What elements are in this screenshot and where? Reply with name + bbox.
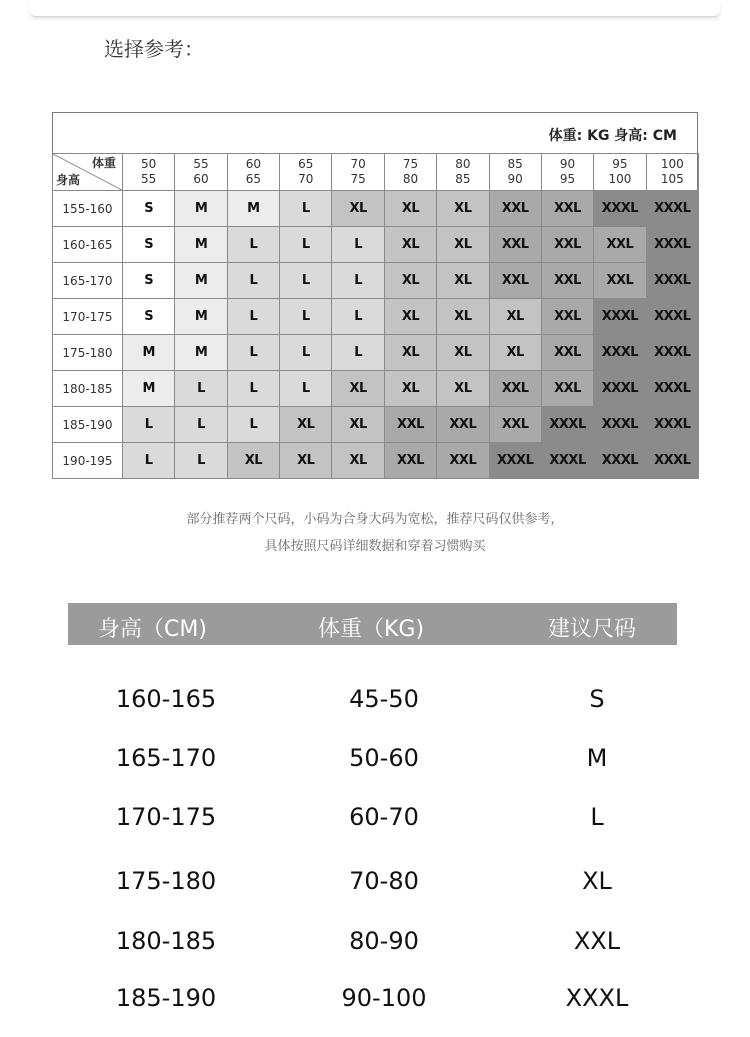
weight-range-header <box>646 154 698 191</box>
size-cell: XXL <box>541 263 593 299</box>
size-cell: L <box>227 371 279 407</box>
weight-header-row <box>53 154 699 191</box>
size-cell: M <box>227 191 279 227</box>
weight-range-min: 90 <box>559 157 576 171</box>
size-cell: L <box>332 263 384 299</box>
size-cell: L <box>280 227 332 263</box>
size-cell: XXXL <box>646 263 698 299</box>
size-cell: L <box>332 335 384 371</box>
weight-range-max: 70 <box>298 172 314 186</box>
weight-range-min: 60 <box>245 157 262 171</box>
weight-range-header <box>280 154 332 191</box>
weight-range-max: 100 <box>608 172 632 186</box>
weight-range-max: 65 <box>245 172 262 186</box>
rec-weight-value: 60-70 <box>349 803 419 831</box>
size-cell: XXL <box>489 227 541 263</box>
size-cell: XXL <box>437 407 489 443</box>
size-cell: XL <box>437 299 489 335</box>
size-cell: XXXL <box>646 191 698 227</box>
size-cell: XXL <box>489 263 541 299</box>
size-cell: M <box>175 263 227 299</box>
size-grid-row <box>53 227 699 263</box>
corner-weight-label: 体重 <box>91 156 116 170</box>
size-cell: S <box>123 227 175 263</box>
rec-weight-value: 45-50 <box>349 685 419 713</box>
size-cell: XL <box>384 227 436 263</box>
rec-size-value: XXL <box>573 927 621 955</box>
weight-range-max: 55 <box>141 172 157 186</box>
weight-range-max: 60 <box>193 172 209 186</box>
size-cell: XXXL <box>646 443 698 479</box>
unit-note: 体重: KG 身高: CM <box>548 128 677 144</box>
size-cell: XXL <box>437 443 489 479</box>
size-cell: XL <box>437 263 489 299</box>
size-cell: M <box>123 335 175 371</box>
size-cell: XL <box>384 371 436 407</box>
size-cell: L <box>280 299 332 335</box>
size-grid-row <box>53 191 699 227</box>
size-cell: L <box>332 227 384 263</box>
height-range-label: 180-185 <box>53 371 123 407</box>
rec-size-value: L <box>590 803 604 831</box>
size-cell: M <box>175 335 227 371</box>
size-cell: XL <box>437 371 489 407</box>
size-cell: XXXL <box>594 335 646 371</box>
height-range-label: 155-160 <box>53 191 123 227</box>
rec-weight-value: 80-90 <box>349 927 419 955</box>
header-weight: 体重（KG) <box>318 617 425 642</box>
rec-size-value: S <box>589 685 605 713</box>
size-cell: L <box>175 407 227 443</box>
size-cell: L <box>123 407 175 443</box>
size-cell: XXXL <box>646 299 698 335</box>
size-cell: XL <box>280 407 332 443</box>
rec-size-value: XL <box>582 867 612 895</box>
weight-range-min: 100 <box>660 157 684 171</box>
size-cell: S <box>123 299 175 335</box>
size-cell: XL <box>437 227 489 263</box>
weight-range-header <box>541 154 593 191</box>
weight-range-min: 70 <box>350 157 366 171</box>
size-cell: XXXL <box>594 443 646 479</box>
size-cell: XXL <box>541 227 593 263</box>
size-cell: XL <box>489 299 541 335</box>
size-cell: XL <box>489 335 541 371</box>
rec-weight-value: 70-80 <box>349 867 419 895</box>
section-title: 选择参考： <box>104 37 204 61</box>
size-cell: L <box>227 227 279 263</box>
height-range-label: 175-180 <box>53 335 123 371</box>
corner-cell <box>53 154 123 191</box>
rec-height-value: 180-185 <box>115 927 217 955</box>
rec-height-value: 175-180 <box>115 867 217 895</box>
size-cell: XL <box>437 335 489 371</box>
rec-height-value: 170-175 <box>115 803 217 831</box>
size-cell: XL <box>332 191 384 227</box>
weight-range-max: 85 <box>455 172 471 186</box>
size-grid-row <box>53 443 699 479</box>
size-cell: XL <box>227 443 279 479</box>
weight-range-header <box>384 154 436 191</box>
weight-range-header <box>123 154 175 191</box>
recommendation-header <box>68 603 677 645</box>
weight-range-header <box>175 154 227 191</box>
size-cell: XL <box>437 191 489 227</box>
weight-range-min: 50 <box>141 157 157 171</box>
rec-height-value: 160-165 <box>115 685 217 713</box>
weight-range-max: 90 <box>507 172 523 186</box>
size-cell: M <box>175 227 227 263</box>
size-cell: XXL <box>541 299 593 335</box>
corner-height-label: 身高 <box>56 173 81 187</box>
size-cell: XXXL <box>646 407 698 443</box>
weight-range-max: 105 <box>660 172 684 186</box>
size-cell: XL <box>384 191 436 227</box>
weight-range-min: 65 <box>298 157 314 171</box>
size-cell: XXL <box>384 407 436 443</box>
size-cell: XXXL <box>541 443 593 479</box>
size-cell: XL <box>332 443 384 479</box>
size-cell: M <box>175 299 227 335</box>
weight-range-max: 95 <box>559 172 576 186</box>
size-grid-row <box>53 371 699 407</box>
rec-weight-value: 90-100 <box>341 984 427 1012</box>
size-cell: XXXL <box>594 371 646 407</box>
size-cell: XXL <box>489 191 541 227</box>
size-cell: M <box>123 371 175 407</box>
top-card-edge <box>30 0 720 17</box>
size-cell: XXL <box>541 191 593 227</box>
size-grid-table <box>52 153 699 479</box>
header-height: 身高（CM) <box>98 617 207 642</box>
size-grid-row <box>53 335 699 371</box>
size-cell: L <box>227 407 279 443</box>
weight-range-header <box>489 154 541 191</box>
size-grid-row <box>53 407 699 443</box>
weight-range-min: 85 <box>507 157 523 171</box>
size-cell: XXL <box>489 371 541 407</box>
size-cell: XXXL <box>489 443 541 479</box>
rec-height-value: 165-170 <box>115 744 217 772</box>
size-cell: L <box>227 335 279 371</box>
size-cell: L <box>123 443 175 479</box>
size-cell: XXXL <box>541 407 593 443</box>
size-grid-row <box>53 263 699 299</box>
size-cell: M <box>175 191 227 227</box>
size-cell: XL <box>332 407 384 443</box>
size-cell: XL <box>384 335 436 371</box>
weight-range-min: 95 <box>612 157 628 171</box>
size-cell: XXL <box>489 407 541 443</box>
size-cell: L <box>280 191 332 227</box>
size-cell: XXXL <box>594 299 646 335</box>
size-cell: L <box>175 371 227 407</box>
size-cell: L <box>227 299 279 335</box>
note-line-1: 部分推荐两个尺码，小码为合身大码为宽松，推荐尺码仅供参考， <box>186 512 564 527</box>
size-cell: XL <box>384 263 436 299</box>
size-cell: XXXL <box>646 371 698 407</box>
size-cell: L <box>175 443 227 479</box>
size-chart <box>52 112 698 476</box>
size-cell: XXXL <box>646 227 698 263</box>
size-cell: XL <box>332 371 384 407</box>
height-range-label: 165-170 <box>53 263 123 299</box>
size-cell: XXL <box>594 227 646 263</box>
weight-range-max: 80 <box>402 172 419 186</box>
size-grid-row <box>53 299 699 335</box>
size-cell: XXXL <box>594 407 646 443</box>
note-line-2: 具体按照尺码详细数据和穿着习惯购买 <box>264 539 486 554</box>
size-cell: L <box>280 335 332 371</box>
height-range-label: 160-165 <box>53 227 123 263</box>
size-cell: XXL <box>541 335 593 371</box>
size-cell: XXL <box>541 371 593 407</box>
size-cell: XL <box>280 443 332 479</box>
weight-range-min: 75 <box>402 157 419 171</box>
height-range-label: 190-195 <box>53 443 123 479</box>
size-cell: S <box>123 263 175 299</box>
header-size: 建议尺码 <box>548 617 637 642</box>
weight-range-header <box>437 154 489 191</box>
height-range-label: 185-190 <box>53 407 123 443</box>
size-cell: XXL <box>594 263 646 299</box>
rec-weight-value: 50-60 <box>349 744 419 772</box>
height-range-label: 170-175 <box>53 299 123 335</box>
size-cell: XXL <box>384 443 436 479</box>
size-cell: XXXL <box>594 191 646 227</box>
size-cell: L <box>332 299 384 335</box>
rec-height-value: 185-190 <box>115 984 217 1012</box>
rec-size-value: XXXL <box>565 984 629 1012</box>
weight-range-max: 75 <box>350 172 366 186</box>
rec-size-value: M <box>586 744 608 772</box>
size-cell: S <box>123 191 175 227</box>
weight-range-header <box>594 154 646 191</box>
size-cell: L <box>280 263 332 299</box>
weight-range-header <box>332 154 384 191</box>
size-cell: XXXL <box>646 335 698 371</box>
size-cell: XL <box>384 299 436 335</box>
size-cell: L <box>227 263 279 299</box>
weight-range-min: 55 <box>193 157 209 171</box>
weight-range-min: 80 <box>455 157 471 171</box>
size-cell: L <box>280 371 332 407</box>
weight-range-header <box>227 154 279 191</box>
